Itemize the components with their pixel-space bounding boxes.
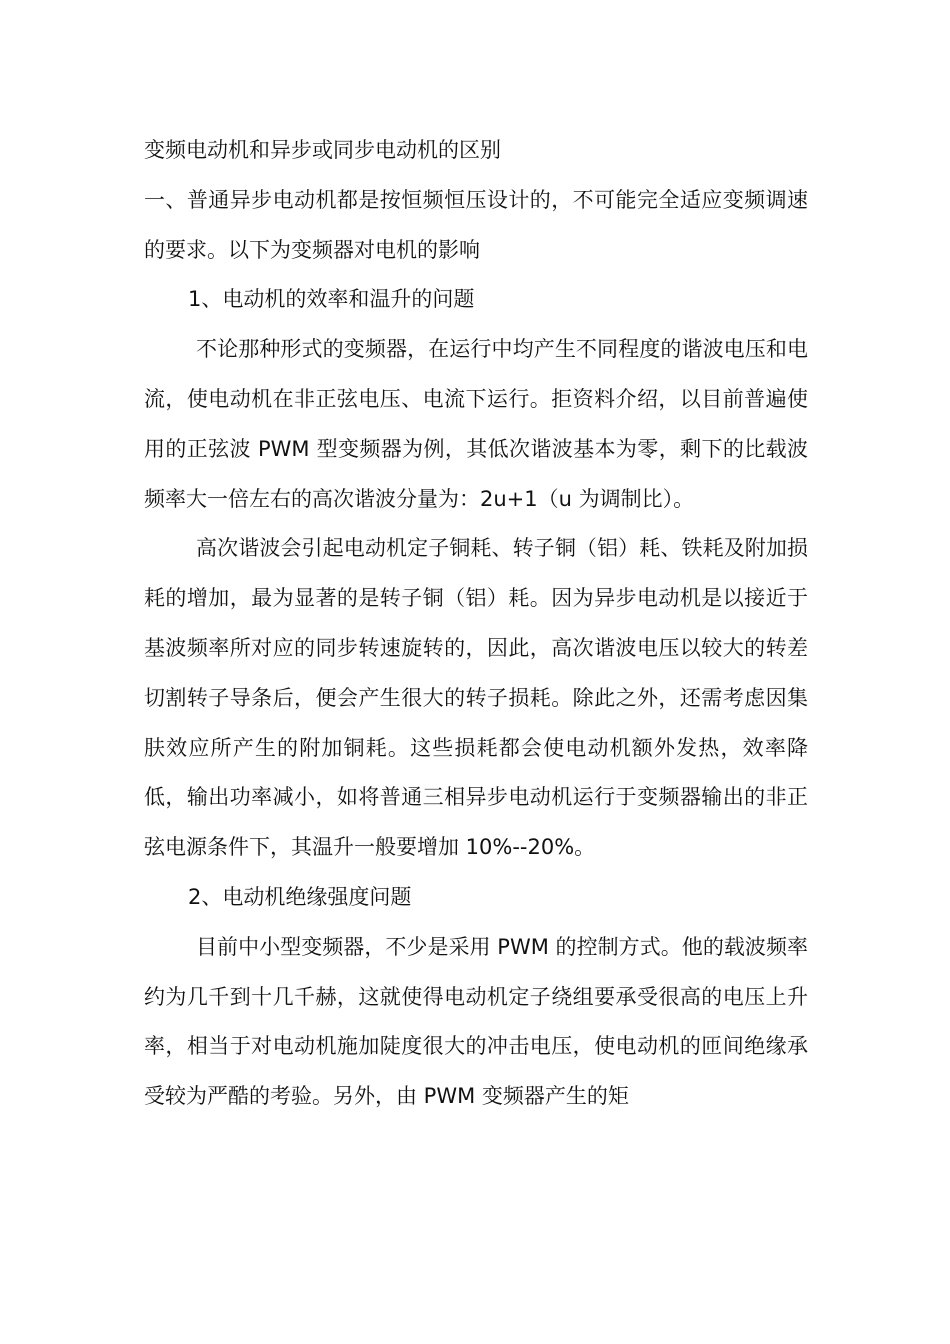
section-intro: 一、普通异步电动机都是按恒频恒压设计的，不可能完全适应变频调速的要求。以下为变频器对电机的影响	[144, 187, 808, 262]
heading-efficiency-temperature: 1、电动机的效率和温升的问题	[188, 287, 475, 312]
document-body	[144, 126, 808, 1122]
heading-insulation: 2、电动机绝缘强度问题	[188, 884, 412, 909]
paragraph-harmonics: 不论那种形式的变频器，在运行中均产生不同程度的谐波电压和电流，使电动机在非正弦电压、电流下运行。拒资料介绍，以目前普遍使用的正弦波 PWM 型变频器为例，其低次谐波基本为零，剩下的比载波频率大一倍左右的高次谐波分量为：2u+1（u 为调制比）。	[144, 337, 808, 511]
paragraph-losses: 高次谐波会引起电动机定子铜耗、转子铜（铝）耗、铁耗及附加损耗的增加，最为显著的是转子铜（铝）耗。因为异步电动机是以接近于基波频率所对应的同步转速旋转的，因此，高次谐波电压以较大的转差切割转子导条后，便会产生很大的转子损耗。除此之外，还需考虑因集肤效应所产生的附加铜耗。这些损耗都会使电动机额外发热，效率降低，输出功率减小，如将普通三相异步电动机运行于变频器输出的非正弦电源条件下，其温升一般要增加 10%--20%。	[144, 536, 808, 860]
paragraph-pwm-insulation: 目前中小型变频器，不少是采用 PWM 的控制方式。他的载波频率约为几千到十几千赫，这就使得电动机定子绕组要承受很高的电压上升率，相当于对电动机施加陡度很大的冲击电压，使电动机的匝间绝缘承受较为严酷的考验。另外，由 PWM 变频器产生的矩	[144, 934, 808, 1109]
document-title: 变频电动机和异步或同步电动机的区别	[144, 138, 501, 162]
